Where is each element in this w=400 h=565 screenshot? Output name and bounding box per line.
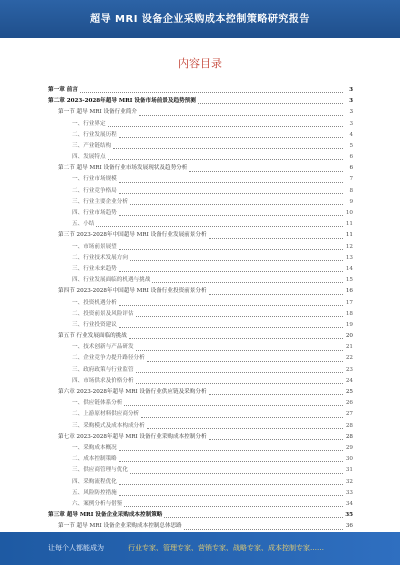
toc-entry[interactable] [48,186,353,197]
toc-entry[interactable] [48,264,353,275]
toc-heading: 内容目录 [178,57,222,70]
toc-entry-page: 6 [349,154,353,161]
toc-leader-dots [119,305,343,306]
toc-entry-title: 三、政府政策与行业监管 [72,366,134,373]
toc-leader-dots [108,126,343,127]
toc-entry-page: 19 [345,321,353,328]
toc-leader-dots [119,193,343,194]
toc-leader-dots [119,450,343,451]
toc-entry-title: 一、投资机遇分析 [72,299,117,306]
toc-leader-dots [130,473,343,474]
toc-entry-page: 17 [345,299,353,306]
toc-leader-dots [113,148,343,149]
toc-entry-page: 25 [345,389,353,396]
toc-leader-dots [119,327,343,328]
toc-entry-title: 第四节 2023-2028年中国超导 MRI 设备行业投资前景分析 [58,288,207,295]
toc-leader-dots [108,159,343,160]
toc-entry-title: 四、市场供求及价格分析 [72,377,134,384]
toc-entry[interactable] [48,409,353,420]
toc-leader-dots [136,383,343,384]
toc-entry-title: 六、案例分析与借鉴 [72,500,123,507]
toc-entry-title: 四、采购流程优化 [72,478,117,485]
toc-entry[interactable] [48,230,353,241]
toc-leader-dots [136,316,343,317]
toc-entry[interactable] [48,387,353,398]
toc-entry-page: 12 [345,243,353,250]
toc-entry-page: 14 [345,265,353,272]
toc-entry[interactable] [48,208,353,219]
toc-entry-title: 第六章 2023-2028年超导 MRI 设备行业供应链及采购分析 [58,389,207,396]
toc-leader-dots [129,338,343,339]
toc-entry[interactable] [48,286,353,297]
toc-leader-dots [119,215,343,216]
toc-leader-dots [164,517,343,518]
toc-entry-title: 第一章 前言 [48,86,78,93]
toc-entry-title: 三、供应商管理与优化 [72,467,128,474]
toc-entry-page: 16 [345,288,353,295]
toc-entry-title: 三、行业主要企业分析 [72,198,128,205]
toc-entry-page: 24 [345,377,353,384]
toc-entry[interactable] [48,521,353,532]
toc-entry-page: 5 [349,142,353,149]
toc-entry-page: 32 [345,478,353,485]
footer-slogan-lead: 让每个人都能成为 [48,544,104,552]
toc-entry-title: 五、小结 [72,221,95,228]
toc-entry[interactable] [48,119,353,130]
toc-entry[interactable] [48,465,353,476]
toc-entry-page: 33 [345,489,353,496]
toc-leader-dots [147,428,343,429]
toc-leader-dots [130,260,343,261]
toc-leader-dots [147,361,343,362]
toc-entry-page: 26 [345,400,353,407]
toc-entry-title: 二、行业发展历程 [72,131,117,138]
toc-entry-page: 34 [345,500,353,507]
toc-entry[interactable] [48,298,353,309]
toc-entry-page: 13 [345,254,353,261]
toc-leader-dots [80,92,343,93]
toc-entry-page: 11 [345,221,353,228]
toc-entry[interactable] [48,376,353,387]
toc-entry-title: 三、采购模式及成本构成分析 [72,422,145,429]
toc-entry-page: 22 [345,355,353,362]
toc-entry-page: 29 [345,444,353,451]
toc-entry[interactable] [48,398,353,409]
toc-entry-page: 3 [349,98,353,105]
toc-entry-page: 27 [345,411,353,418]
toc-entry-title: 一、行业市场规模 [72,176,117,183]
toc-entry-page: 20 [345,333,353,340]
toc-entry-title: 一、市场前景展望 [72,243,117,250]
toc-entry-page: 3 [349,86,353,93]
toc-entry-page: 10 [345,210,353,217]
toc-entry-title: 第二章 2023-2028年超导 MRI 设备市场前景及趋势预测 [48,98,196,105]
toc-entry-page: 36 [345,523,353,530]
toc-entry-page: 9 [349,198,353,205]
toc-entry[interactable] [48,365,353,376]
toc-entry-title: 三、行业未来趋势 [72,265,117,272]
toc-leader-dots [189,171,343,172]
footer-slogan-tail: 行业专家、管理专家、营销专家、战略专家、成本控制专家…… [128,544,324,552]
toc-entry-title: 三、产业链结构 [72,142,112,149]
toc-entry[interactable] [48,275,353,286]
toc-leader-dots [119,271,343,272]
toc-entry[interactable] [48,219,353,230]
toc-entry-title: 四、行业发展面临的机遇与挑战 [72,277,151,284]
toc-leader-dots [198,103,343,104]
toc-entry-page: 6 [349,165,353,172]
toc-entry[interactable] [48,320,353,331]
toc-entry-title: 第一节 超导 MRI 设备企业采购成本控制总体思路 [58,523,182,530]
toc-entry-title: 第五节 行业发展面临的挑战 [58,333,127,340]
toc-entry[interactable] [48,253,353,264]
toc-entry-page: 30 [345,456,353,463]
toc-leader-dots [124,506,343,507]
toc-entry[interactable] [48,309,353,320]
toc-entry[interactable] [48,85,353,96]
toc-entry-title: 四、发展特点 [72,154,106,161]
toc-leader-dots [119,137,343,138]
toc-entry[interactable] [48,488,353,499]
toc-leader-dots [124,405,343,406]
toc-leader-dots [119,484,343,485]
toc-leader-dots [139,115,343,116]
toc-entry[interactable] [48,499,353,510]
toc-entry-page: 8 [349,187,353,194]
toc-entry[interactable] [48,510,353,521]
report-title: 超导 MRI 设备企业采购成本控制策略研究报告 [90,14,310,25]
toc-entry[interactable] [48,107,353,118]
toc-entry-page: 18 [345,310,353,317]
toc-entry[interactable] [48,421,353,432]
toc-entry-title: 二、企业竞争力提升路径分析 [72,355,145,362]
toc-entry-title: 五、风险防控措施 [72,489,117,496]
toc-leader-dots [209,394,343,395]
toc-leader-dots [141,417,343,418]
toc-leader-dots [136,372,343,373]
toc-entry[interactable] [48,141,353,152]
toc-leader-dots [119,495,343,496]
toc-entry[interactable] [48,197,353,208]
toc-entry[interactable] [48,242,353,253]
toc-entry-title: 三、行业投资建议 [72,321,117,328]
toc-leader-dots [209,439,343,440]
toc-entry-page: 4 [349,131,353,138]
toc-entry-title: 一、技术创新与产品研发 [72,344,134,351]
toc-leader-dots [152,282,343,283]
toc-entry[interactable] [48,443,353,454]
toc-entry-page: 7 [349,176,353,183]
toc-entry-page: 23 [345,366,353,373]
toc-leader-dots [96,226,343,227]
toc-entry[interactable] [48,342,353,353]
toc-entry-page: 28 [345,422,353,429]
toc-entry-title: 四、行业市场趋势 [72,210,117,217]
toc-entry-title: 第七章 2023-2028年超导 MRI 设备行业采购成本控制分析 [58,433,207,440]
toc-entry[interactable] [48,163,353,174]
toc-entry[interactable] [48,96,353,107]
toc-entry-page: 28 [345,433,353,440]
toc-entry-page: 31 [345,467,353,474]
toc-leader-dots [209,238,343,239]
toc-entry[interactable] [48,454,353,465]
toc-entry[interactable] [48,175,353,186]
table-of-contents [48,85,353,533]
toc-entry-page: 15 [345,277,353,284]
toc-leader-dots [119,461,343,462]
toc-entry-title: 第三章 超导 MRI 设备企业采购成本控制策略 [48,512,163,519]
toc-leader-dots [119,182,343,183]
toc-entry-page: 35 [345,512,353,519]
toc-entry-title: 二、上游原材料供应商分析 [72,411,140,418]
toc-leader-dots [130,204,343,205]
toc-entry-title: 二、投资前景及风险评估 [72,310,134,317]
toc-entry[interactable] [48,130,353,141]
toc-entry-title: 一、行业界定 [72,120,106,127]
toc-entry-title: 二、行业技术发展方向 [72,254,128,261]
toc-entry-title: 二、行业竞争格局 [72,187,117,194]
toc-entry-title: 第一节 超导 MRI 设备行业简介 [58,109,138,116]
toc-entry[interactable] [48,354,353,365]
toc-entry-page: 11 [345,232,353,239]
toc-entry-title: 第二节 超导 MRI 设备行业市场发展现状及趋势分析 [58,165,188,172]
toc-entry-title: 一、供应链体系分析 [72,400,123,407]
toc-leader-dots [209,294,343,295]
toc-entry-title: 一、采购成本概况 [72,444,117,451]
toc-entry-title: 二、成本控制策略 [72,456,117,463]
toc-entry[interactable] [48,331,353,342]
toc-entry-page: 3 [349,120,353,127]
toc-leader-dots [184,529,343,530]
toc-entry-page: 21 [345,344,353,351]
toc-entry[interactable] [48,477,353,488]
toc-entry[interactable] [48,152,353,163]
toc-entry-page: 3 [349,109,353,116]
toc-entry[interactable] [48,432,353,443]
toc-entry-title: 第三节 2023-2028年中国超导 MRI 设备行业发展前景分析 [58,232,207,239]
toc-leader-dots [136,350,343,351]
toc-leader-dots [119,249,343,250]
